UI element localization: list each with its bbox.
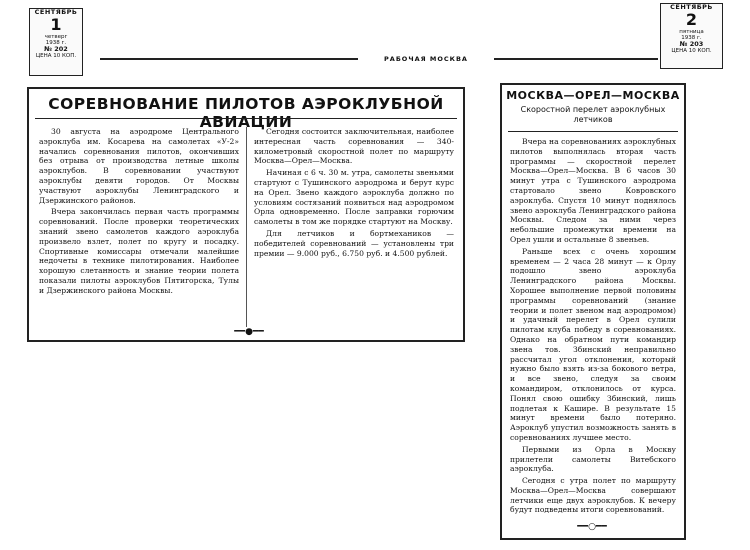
article-headline: СОРЕВНОВАНИЕ ПИЛОТОВ АЭРОКЛУБНОЙ АВИАЦИИ <box>48 95 444 131</box>
date-month: СЕНТЯБРЬ <box>670 3 713 11</box>
article-body <box>510 137 676 515</box>
issue-price: ЦЕНА 10 КОП. <box>671 47 712 54</box>
article-column-1 <box>39 127 239 296</box>
date-year: 1938 г. <box>681 34 702 41</box>
headline-divider <box>35 118 457 119</box>
article-subheadline: Скоростной перелет аэроклубных летчиков <box>520 105 666 124</box>
article-headline: МОСКВА—ОРЕЛ—МОСКВА <box>506 89 680 102</box>
paragraph: Для летчиков и бортмехаников — победителей соревнований — установлены три премии — 9.000 руб., 6.750 руб. и 4.500 рублей. <box>254 228 454 258</box>
issue-price: ЦЕНА 10 КОП. <box>35 52 77 59</box>
end-ornament: ━━○━━ <box>577 522 607 532</box>
paragraph: Раньше всех с очень хорошим временем — 2 часа 28 минут — к Орлу подошло звено аэроклуба Ленинградского района Москвы. Хорошее выполнение первой половины программы соревнований (знание теории и полет звеном над аэродромом) и удачный перелет в Орел сулили пилотам клуба победу в соревнованиях. Однако на обратном пути командир звена тов. Збинский неправильно рассчитал угол отклонения, который нужно было взять из-за бокового ветра, и все звено, следуя за своим командиром, отклонилось от курса. Понял свою ошибку Збинский, лишь подлетая к Кашире. В результате 15 минут времени было потеряно. Аэроклуб упустил возможность занять в соревнованиях лучшее место. <box>510 246 676 442</box>
date-weekday: пятница <box>679 28 704 35</box>
date-day: 2 <box>685 10 698 30</box>
issue-date-box-left <box>29 8 83 76</box>
issue-number: № 203 <box>679 39 704 48</box>
article-column-2 <box>254 127 454 258</box>
date-weekday: четверг <box>44 33 68 40</box>
date-day: 1 <box>50 15 62 35</box>
paragraph: Сегодня с утра полет по маршруту Москва—Орел—Москва совершают летчики еще двух аэроклубов. К вечеру будут подведены итоги соревнований. <box>510 476 676 515</box>
issue-number: № 202 <box>44 44 68 53</box>
column-divider <box>246 127 247 327</box>
paragraph: Вчера на соревнованиях аэроклубных пилотов выполнялась вторая часть программы — скоростной перелет Москва—Орел—Москва. В 6 часов 30 минут утра с Тушинского аэродрома стартовало звено Ковровского аэроклуба. Спустя 10 минут поднялось звено аэроклуба Ленинградского района Москвы. Следом за ними через небольшие промежутки времени на Орел ушли и остальные 8 звеньев. <box>510 137 676 244</box>
paragraph: Первыми из Орла в Москву прилетели самолеты Витебского аэроклуба. <box>510 444 676 474</box>
issue-date-box-right <box>660 3 723 69</box>
article-moscow-orel-moscow <box>500 83 686 540</box>
masthead-rule-right <box>494 58 658 60</box>
end-ornament: ━━●━━ <box>234 327 264 337</box>
paragraph: Сегодня состоится заключительная, наиболее интересная часть соревнования — 340-километровый скоростной полет по маршруту Москва—Орел—Москва. <box>254 127 454 166</box>
paragraph: Вчера закончилась первая часть программы соревнований. После проверки теоретических знаний звено самолетов каждого аэроклуба произвело взлет, полет по кругу и посадку. Спортивные комиссары отмечали малейшие недочеты в технике пилотирования. Наиболее хорошую слетанность и знание теории полета показали пилоты аэроклубов Пятигорска, Тулы и Дзержинского района Москвы. <box>39 207 239 295</box>
article-pilot-competition <box>27 87 465 342</box>
date-year: 1938 г. <box>45 39 67 46</box>
masthead-title: РАБОЧАЯ МОСКВА <box>384 55 468 63</box>
headline-divider <box>508 131 678 132</box>
date-month: СЕНТЯБРЬ <box>34 8 78 16</box>
paragraph: Начиная с 6 ч. 30 м. утра, самолеты звеньями стартуют с Тушинского аэродрома и берут курс на Орел. Звено каждого аэроклуба должно по условиям состязаний появиться над аэродромом Орла одновременно. После заправки горючим самолеты в том же порядке стартуют на Москву. <box>254 168 454 227</box>
masthead-rule-left <box>100 58 358 60</box>
paragraph: 30 августа на аэродроме Центрального аэроклуба им. Косарева на самолетах «У-2» начались соревнования пилотов, окончивших без отрыва от производства летные школы аэроклубов. В соревновании участвуют аэроклубы девяти городов. От Москвы участвуют аэроклубы Ленинградского и Дзержинского районов. <box>39 127 239 205</box>
